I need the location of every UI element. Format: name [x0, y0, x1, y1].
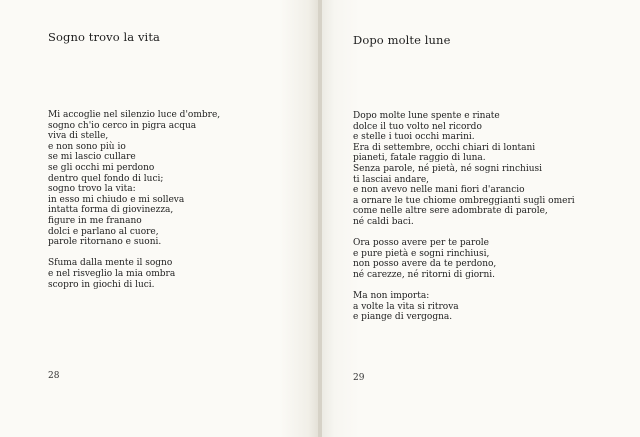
poem-body [48, 110, 220, 290]
poem-line: in esso mi chiudo e mi solleva [48, 194, 185, 205]
poem-line: ti lasciai andare, [353, 174, 430, 185]
poem-stanza [48, 110, 220, 248]
poem-line: se mi lascio cullare [48, 152, 136, 163]
poem-line: figure in me franano [48, 215, 142, 226]
poem-line: e piange di vergogna. [353, 312, 453, 323]
poem-line: Era di settembre, occhi chiari di lontani [353, 142, 536, 153]
poem-stanza [353, 111, 575, 228]
poem-line: Mi accoglie nel silenzio luce d'ombre, [48, 110, 221, 120]
poem-line: né caldi baci. [353, 216, 414, 227]
poem-line: e non sono più io [48, 141, 126, 152]
poem-stanza [353, 291, 575, 323]
poem-line: né carezze, né ritorni di giorni. [353, 269, 495, 280]
poem-line: Senza parole, né pietà, né sogni rinchiusi [353, 163, 542, 174]
poem-line: come nelle altre sere adombrate di parole, [353, 206, 548, 217]
poem-line: e pure pietà e sogni rinchiusi, [353, 248, 490, 259]
poem-body [353, 111, 575, 323]
poem-stanza [353, 238, 575, 280]
page-number: 28 [48, 371, 60, 381]
poem-line: e nel risveglio la mia ombra [48, 268, 176, 279]
poem-title: Dopo molte lune [353, 33, 451, 47]
poem-line: a volte la vita si ritrova [353, 301, 459, 312]
poem-line: sogno trovo la vita: [48, 184, 136, 195]
poem-line: se gli occhi mi perdono [48, 162, 155, 173]
page-number: 29 [353, 373, 365, 383]
poem-line: dentro quel fondo di luci; [48, 173, 164, 184]
poem-line: viva di stelle, [48, 131, 109, 142]
poem-line: e stelle i tuoi occhi marini. [353, 132, 475, 143]
poem-line: Ma non importa: [353, 291, 430, 302]
poem-line: Dopo molte lune spente e rinate [353, 111, 500, 121]
poem-line: sogno ch'io cerco in pigra acqua [48, 120, 197, 131]
poem-line: dolci e parlano al cuore, [48, 226, 159, 237]
poem-line: e non avevo nelle mani fiori d'arancio [353, 185, 525, 196]
poem-title: Sogno trovo la vita [48, 30, 161, 44]
poem-line: scopro in giochi di luci. [48, 279, 155, 290]
poem-line: a ornare le tue chiome ombreggianti sugli omeri [353, 195, 575, 206]
poem-stanza [48, 258, 220, 290]
poem-line: Ora posso avere per te parole [353, 238, 489, 249]
poem-line: parole ritornano e suoni. [48, 237, 162, 248]
poem-line: dolce il tuo volto nel ricordo [353, 121, 482, 132]
poem-line: non posso avere da te perdono, [353, 259, 497, 270]
poem-line: Sfuma dalla mente il sogno [48, 258, 173, 269]
poem-line: intatta forma di giovinezza, [48, 205, 174, 216]
poem-line: pianeti, fatale raggio di luna. [353, 153, 486, 164]
